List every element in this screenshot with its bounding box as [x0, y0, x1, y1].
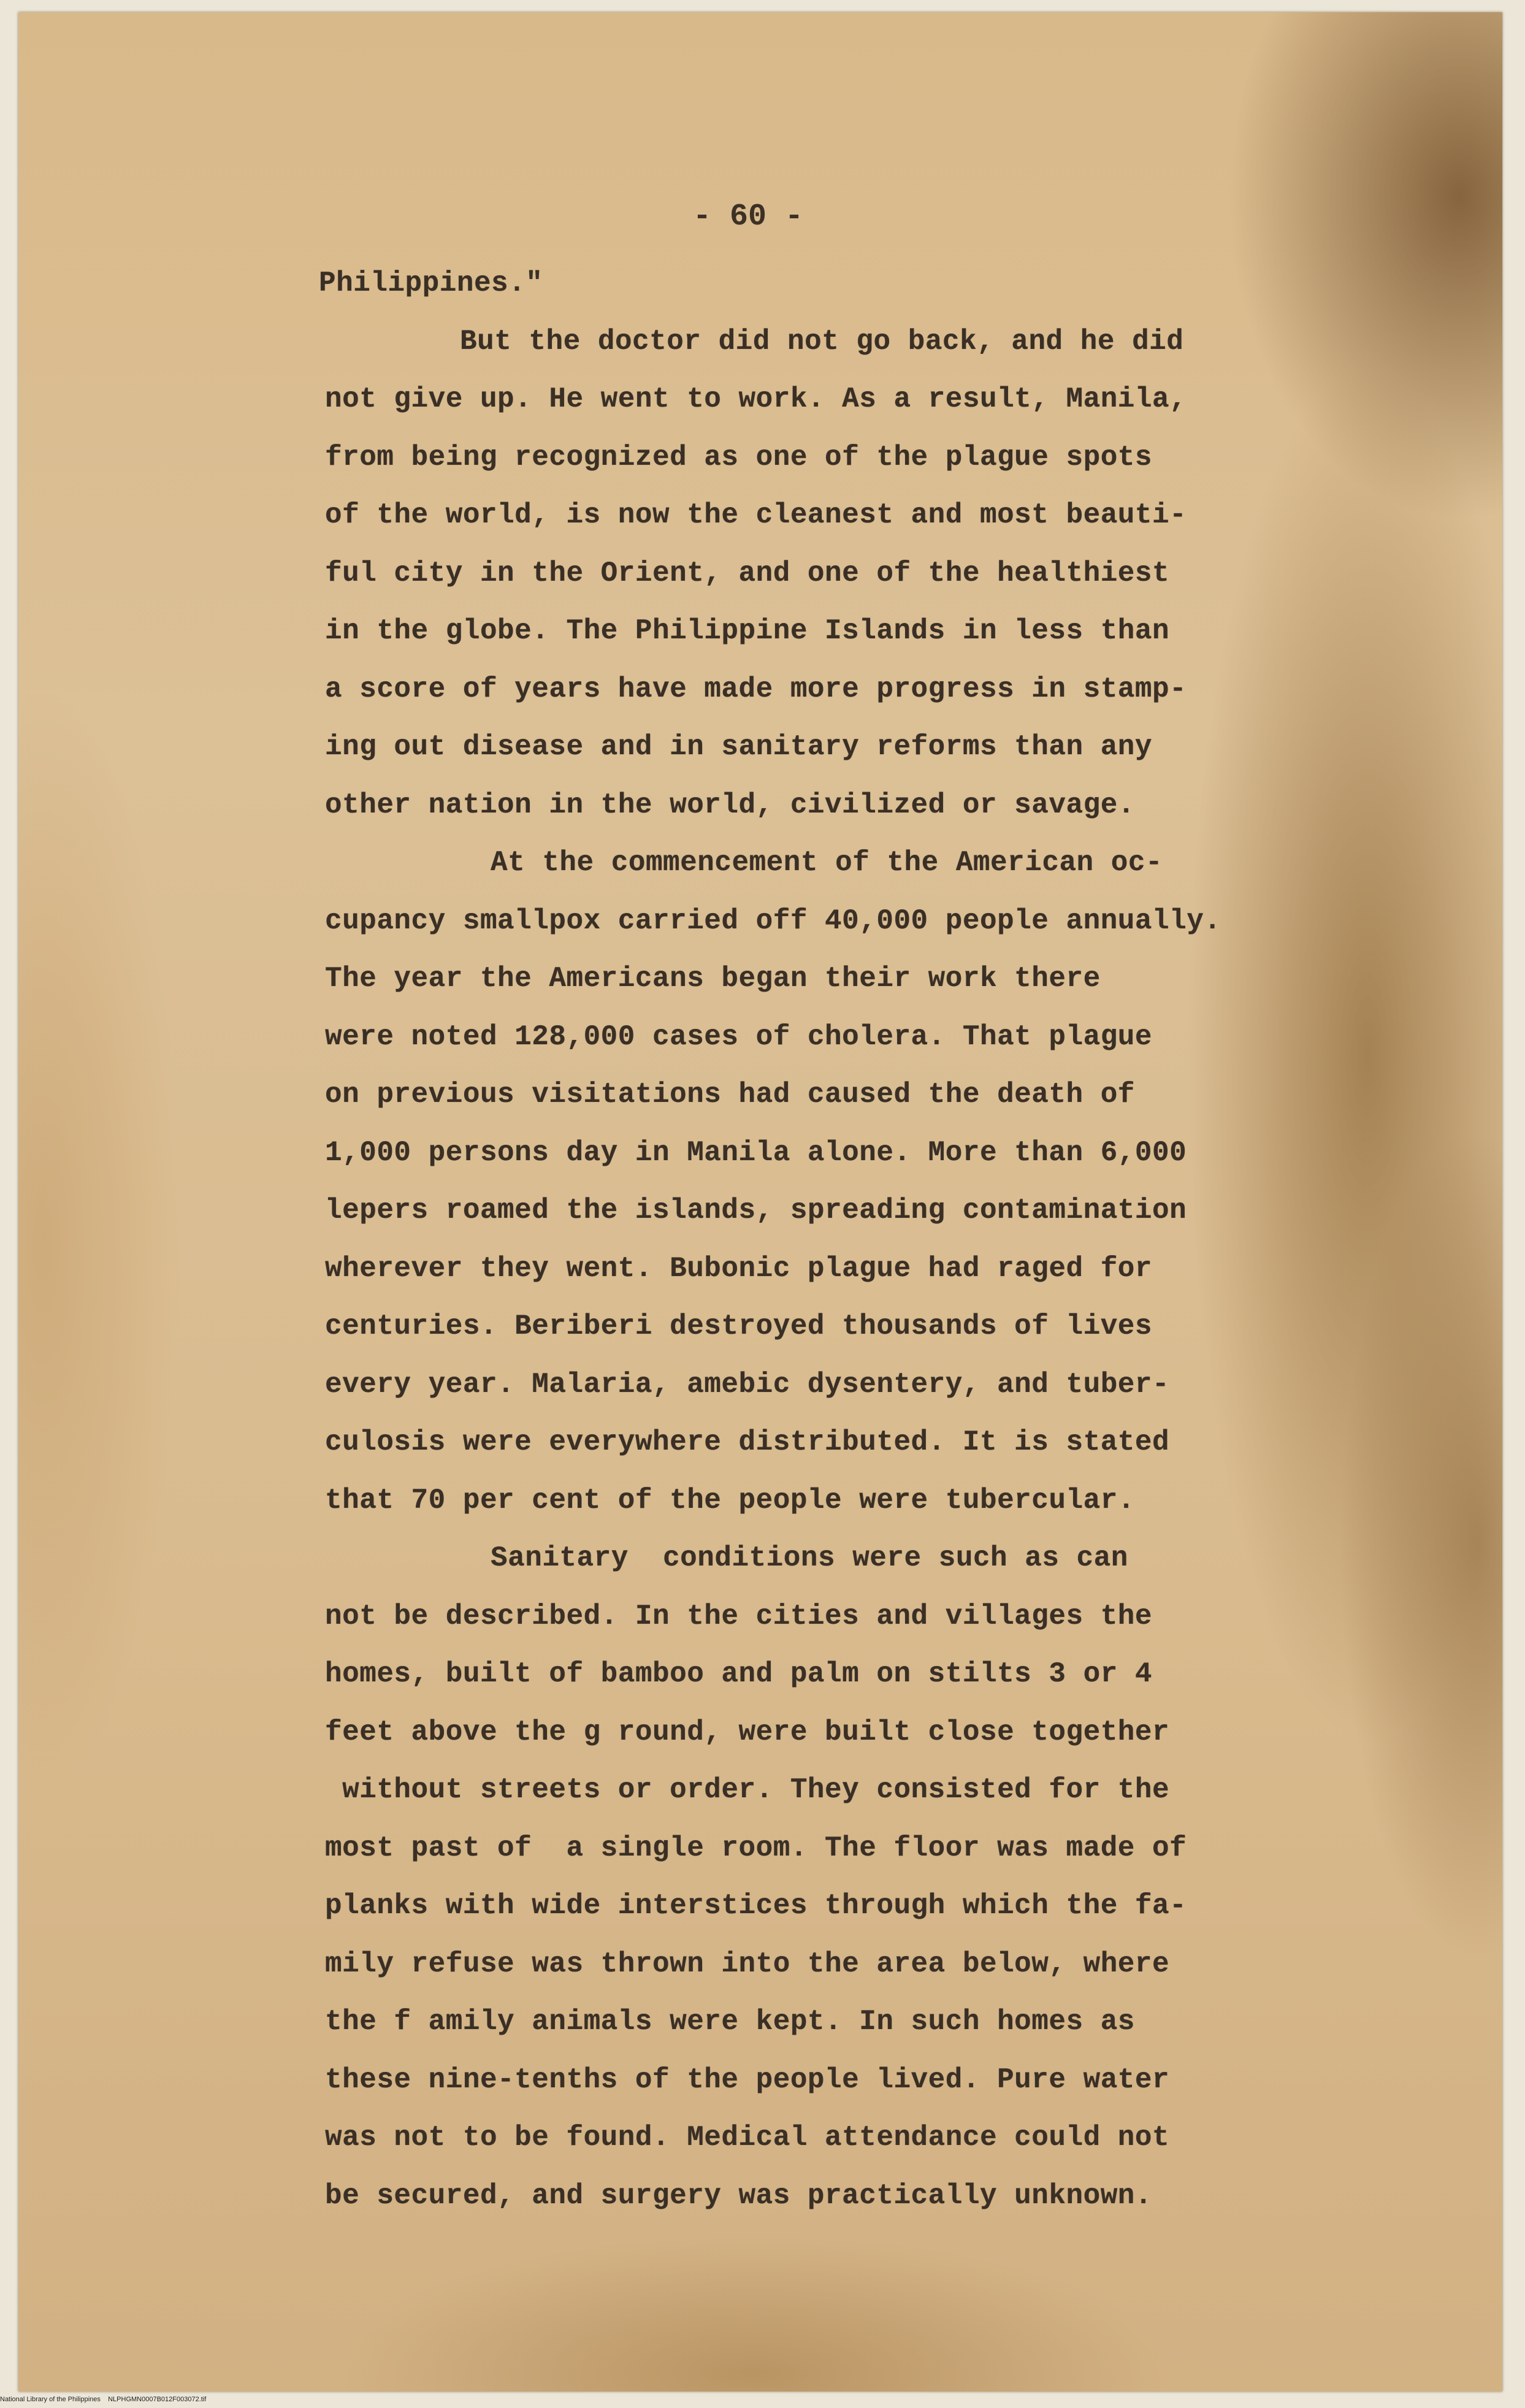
text-line: ful city in the Orient, and one of the healthiest [325, 557, 1170, 589]
text-line: in the globe. The Philippine Islands in less than [325, 615, 1170, 647]
text-line: the f amily animals were kept. In such homes as [325, 2006, 1135, 2038]
text-line: that 70 per cent of the people were tubercular. [325, 1484, 1135, 1516]
page-number: - 60 - [692, 199, 804, 234]
archive-footer: National Library of the Philippines NLPHGMN0007B012F003072.tif [0, 2396, 207, 2403]
text-line: Sanitary conditions were such as can [491, 1542, 1128, 1574]
text-line: not be described. In the cities and villages the [325, 1600, 1153, 1632]
text-line: But the doctor did not go back, and he did [460, 325, 1184, 357]
text-line: The year the Americans began their work there [325, 963, 1101, 995]
text-line: not give up. He went to work. As a result, Manila, [325, 383, 1187, 415]
text-line: lepers roamed the islands, spreading contamination [325, 1194, 1187, 1226]
text-line: without streets or order. They consisted for the [325, 1774, 1170, 1806]
text-line: were noted 128,000 cases of cholera. That plague [325, 1020, 1153, 1053]
text-line: be secured, and surgery was practically unknown. [325, 2179, 1153, 2212]
text-line: of the world, is now the cleanest and most beauti- [325, 499, 1187, 531]
text-line: a score of years have made more progress in stamp- [325, 673, 1187, 705]
text-line: planks with wide interstices through which the fa- [325, 1890, 1187, 1922]
text-line: from being recognized as one of the plague spots [325, 441, 1153, 473]
text-line: homes, built of bamboo and palm on stilts 3 or 4 [325, 1658, 1153, 1690]
text-line: cupancy smallpox carried off 40,000 people annually. [325, 904, 1221, 937]
text-line: other nation in the world, civilized or savage. [325, 789, 1135, 821]
text-line: Philippines." [319, 267, 543, 299]
text-line: feet above the g round, were built close together [325, 1716, 1170, 1748]
text-line: At the commencement of the American oc- [491, 847, 1163, 879]
text-line: wherever they went. Bubonic plague had raged for [325, 1252, 1153, 1285]
text-line: mily refuse was thrown into the area below, where [325, 1947, 1170, 1980]
document-page [18, 12, 1502, 2391]
text-line: was not to be found. Medical attendance could not [325, 2122, 1170, 2154]
body-text [319, 254, 1300, 2225]
text-line: ing out disease and in sanitary reforms than any [325, 731, 1153, 763]
text-line: these nine-tenths of the people lived. Pure water [325, 2063, 1170, 2096]
text-line: on previous visitations had caused the death of [325, 1079, 1135, 1110]
text-line: 1,000 persons day in Manila alone. More than 6,000 [325, 1136, 1187, 1169]
text-line: every year. Malaria, amebic dysentery, and tuber- [325, 1368, 1170, 1401]
text-line: most past of a single room. The floor was made of [325, 1832, 1187, 1864]
text-line: centuries. Beriberi destroyed thousands of lives [325, 1310, 1153, 1342]
text-line: culosis were everywhere distributed. It is stated [325, 1426, 1170, 1458]
